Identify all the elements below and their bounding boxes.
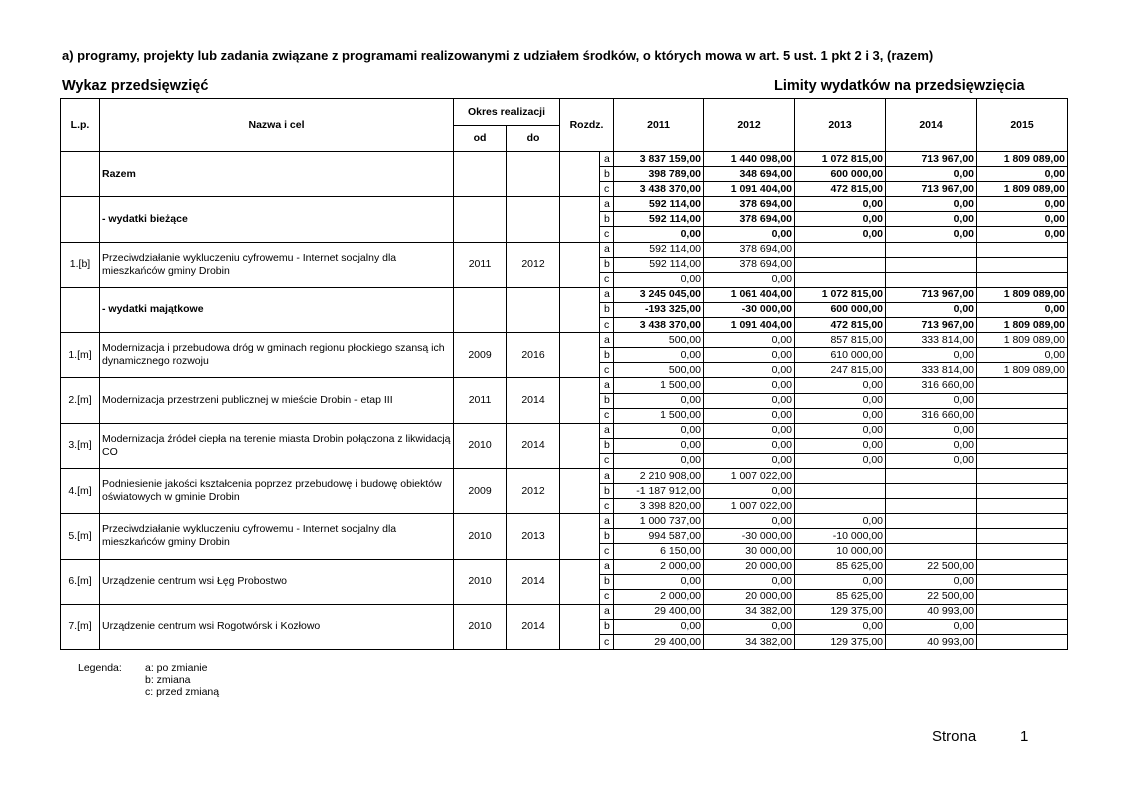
row-name: - wydatki bieżące <box>100 197 454 242</box>
row-section <box>560 152 600 197</box>
value-cell: 20 000,00 <box>704 589 795 604</box>
value-cell <box>977 468 1068 483</box>
value-cell: 1 061 404,00 <box>704 287 795 302</box>
value-cell: -193 325,00 <box>614 302 704 317</box>
row-kind: c <box>600 272 614 287</box>
value-cell: 0,00 <box>614 227 704 242</box>
value-cell: 3 438 370,00 <box>614 182 704 197</box>
row-lp <box>61 197 100 242</box>
value-cell: 1 007 022,00 <box>704 468 795 483</box>
row-to: 2014 <box>507 559 560 604</box>
value-cell <box>886 544 977 559</box>
value-cell: 22 500,00 <box>886 589 977 604</box>
row-name: Razem <box>100 152 454 197</box>
value-cell: 1 809 089,00 <box>977 333 1068 348</box>
row-kind: a <box>600 378 614 393</box>
value-cell: 0,00 <box>795 408 886 423</box>
value-cell: 592 114,00 <box>614 197 704 212</box>
value-cell: 610 000,00 <box>795 348 886 363</box>
row-to <box>507 152 560 197</box>
row-kind: c <box>600 363 614 378</box>
value-cell: 1 809 089,00 <box>977 152 1068 167</box>
value-cell: 0,00 <box>886 167 977 182</box>
row-name: Przeciwdziałanie wykluczeniu cyfrowemu - Internet socjalny dla mieszkańców gminy Drobin <box>100 514 454 559</box>
projects-table <box>60 98 1068 650</box>
row-to: 2014 <box>507 378 560 423</box>
value-cell: 247 815,00 <box>795 363 886 378</box>
row-kind: c <box>600 635 614 650</box>
value-cell: 0,00 <box>704 453 795 468</box>
row-from: 2009 <box>454 468 507 513</box>
row-lp: 1.[m] <box>61 333 100 378</box>
row-kind: c <box>600 227 614 242</box>
value-cell: 30 000,00 <box>704 544 795 559</box>
value-cell: 129 375,00 <box>795 604 886 619</box>
row-from: 2010 <box>454 559 507 604</box>
value-cell: 0,00 <box>886 438 977 453</box>
legend-item: c: przed zmianą <box>145 686 220 698</box>
row-name: Podniesienie jakości kształcenia poprzez przebudowę i budowę obiektów oświatowych w gminie Drobin <box>100 468 454 513</box>
value-cell: -30 000,00 <box>704 302 795 317</box>
value-cell: 0,00 <box>614 453 704 468</box>
value-cell: 1 500,00 <box>614 378 704 393</box>
row-kind: c <box>600 589 614 604</box>
value-cell <box>977 484 1068 499</box>
table-row <box>61 378 1068 393</box>
row-kind: b <box>600 348 614 363</box>
row-kind: b <box>600 574 614 589</box>
value-cell: 0,00 <box>886 197 977 212</box>
row-kind: c <box>600 544 614 559</box>
value-cell: 0,00 <box>886 348 977 363</box>
value-cell: 0,00 <box>704 514 795 529</box>
value-cell: 0,00 <box>704 408 795 423</box>
value-cell: 0,00 <box>704 348 795 363</box>
value-cell: 1 000 737,00 <box>614 514 704 529</box>
row-to <box>507 197 560 242</box>
value-cell: 378 694,00 <box>704 242 795 257</box>
value-cell: 0,00 <box>886 574 977 589</box>
header-line: a) programy, projekty lub zadania związane z programami realizowanymi z udziałem środków, o których mowa w art. 5 ust. 1 pkt 2 i 3, (razem) <box>62 48 934 63</box>
value-cell: 0,00 <box>614 574 704 589</box>
table-row <box>61 604 1068 619</box>
value-cell: 0,00 <box>704 484 795 499</box>
value-cell: 85 625,00 <box>795 559 886 574</box>
value-cell <box>977 635 1068 650</box>
value-cell: 0,00 <box>886 423 977 438</box>
value-cell: 0,00 <box>704 363 795 378</box>
legend-item: b: zmiana <box>145 674 191 686</box>
value-cell: 2 210 908,00 <box>614 468 704 483</box>
value-cell: 3 398 820,00 <box>614 499 704 514</box>
value-cell: 0,00 <box>614 348 704 363</box>
legend-label: Legenda: <box>78 662 122 674</box>
list-title: Wykaz przedsięwzięć <box>62 78 209 94</box>
table-row <box>61 559 1068 574</box>
value-cell: 994 587,00 <box>614 529 704 544</box>
row-kind: a <box>600 468 614 483</box>
value-cell: -30 000,00 <box>704 529 795 544</box>
value-cell: 1 091 404,00 <box>704 182 795 197</box>
value-cell: 85 625,00 <box>795 589 886 604</box>
value-cell: 600 000,00 <box>795 302 886 317</box>
value-cell: 29 400,00 <box>614 604 704 619</box>
value-cell: 713 967,00 <box>886 287 977 302</box>
page-number: 1 <box>1020 728 1029 745</box>
col-name-header: Nazwa i cel <box>100 99 454 152</box>
row-kind: b <box>600 484 614 499</box>
col-year-header: 2013 <box>795 99 886 152</box>
table-row <box>61 514 1068 529</box>
table-row <box>61 333 1068 348</box>
row-kind: b <box>600 438 614 453</box>
value-cell <box>886 242 977 257</box>
value-cell: 3 438 370,00 <box>614 318 704 333</box>
row-kind: a <box>600 242 614 257</box>
col-year-header: 2015 <box>977 99 1068 152</box>
row-name: Modernizacja i przebudowa dróg w gminach regionu płockiego szansą ich dynamicznego rozwoju <box>100 333 454 378</box>
page-footer <box>932 728 1029 745</box>
row-from: 2010 <box>454 604 507 649</box>
value-cell <box>977 499 1068 514</box>
value-cell <box>795 242 886 257</box>
value-cell: 0,00 <box>977 227 1068 242</box>
value-cell: 10 000,00 <box>795 544 886 559</box>
value-cell <box>977 423 1068 438</box>
col-from-header: od <box>454 126 507 152</box>
row-kind: c <box>600 453 614 468</box>
value-cell <box>795 468 886 483</box>
row-kind: b <box>600 212 614 227</box>
value-cell: 333 814,00 <box>886 363 977 378</box>
row-section <box>560 604 600 649</box>
value-cell: 0,00 <box>795 438 886 453</box>
value-cell <box>977 529 1068 544</box>
value-cell: 0,00 <box>795 212 886 227</box>
value-cell <box>977 514 1068 529</box>
row-to: 2016 <box>507 333 560 378</box>
value-cell: 1 440 098,00 <box>704 152 795 167</box>
row-section <box>560 197 600 242</box>
value-cell: 857 815,00 <box>795 333 886 348</box>
row-kind: c <box>600 318 614 333</box>
row-from: 2011 <box>454 378 507 423</box>
row-section <box>560 333 600 378</box>
value-cell: 0,00 <box>704 378 795 393</box>
value-cell: 0,00 <box>614 272 704 287</box>
row-lp: 5.[m] <box>61 514 100 559</box>
value-cell: 713 967,00 <box>886 152 977 167</box>
value-cell <box>886 514 977 529</box>
value-cell: 592 114,00 <box>614 212 704 227</box>
row-to <box>507 287 560 332</box>
value-cell: 0,00 <box>614 423 704 438</box>
value-cell: 1 809 089,00 <box>977 318 1068 333</box>
row-kind: b <box>600 302 614 317</box>
value-cell: 0,00 <box>704 272 795 287</box>
value-cell: 0,00 <box>704 438 795 453</box>
value-cell: 0,00 <box>795 453 886 468</box>
row-lp: 6.[m] <box>61 559 100 604</box>
value-cell: 0,00 <box>614 438 704 453</box>
value-cell: 378 694,00 <box>704 257 795 272</box>
value-cell: 0,00 <box>704 333 795 348</box>
row-kind: a <box>600 287 614 302</box>
value-cell: 378 694,00 <box>704 197 795 212</box>
value-cell: 600 000,00 <box>795 167 886 182</box>
value-cell: 0,00 <box>795 619 886 634</box>
value-cell: 333 814,00 <box>886 333 977 348</box>
table-row <box>61 423 1068 438</box>
value-cell: 316 660,00 <box>886 378 977 393</box>
limits-title: Limity wydatków na przedsięwzięcia <box>774 78 1025 94</box>
row-from <box>454 197 507 242</box>
row-from: 2010 <box>454 423 507 468</box>
row-kind: b <box>600 167 614 182</box>
row-from: 2009 <box>454 333 507 378</box>
value-cell: 472 815,00 <box>795 182 886 197</box>
value-cell: 1 809 089,00 <box>977 363 1068 378</box>
value-cell: 472 815,00 <box>795 318 886 333</box>
value-cell: 0,00 <box>886 393 977 408</box>
value-cell: 0,00 <box>795 393 886 408</box>
value-cell <box>977 619 1068 634</box>
row-kind: a <box>600 604 614 619</box>
value-cell <box>795 272 886 287</box>
table-row <box>61 468 1068 483</box>
row-name: Modernizacja źródeł ciepła na terenie miasta Drobin połączona z likwidacją CO <box>100 423 454 468</box>
row-section <box>560 468 600 513</box>
value-cell: 34 382,00 <box>704 635 795 650</box>
value-cell: 1 007 022,00 <box>704 499 795 514</box>
col-year-header: 2012 <box>704 99 795 152</box>
row-kind: c <box>600 408 614 423</box>
value-cell <box>977 589 1068 604</box>
value-cell: 592 114,00 <box>614 257 704 272</box>
row-name: Urządzenie centrum wsi Rogotwórsk i Kozłowo <box>100 604 454 649</box>
row-to: 2012 <box>507 468 560 513</box>
value-cell: -10 000,00 <box>795 529 886 544</box>
value-cell: 1 072 815,00 <box>795 287 886 302</box>
value-cell: 22 500,00 <box>886 559 977 574</box>
row-kind: b <box>600 393 614 408</box>
value-cell: 0,00 <box>977 212 1068 227</box>
col-to-header: do <box>507 126 560 152</box>
value-cell <box>977 574 1068 589</box>
value-cell: 3 837 159,00 <box>614 152 704 167</box>
value-cell <box>795 257 886 272</box>
value-cell: 713 967,00 <box>886 318 977 333</box>
value-cell <box>977 544 1068 559</box>
value-cell: 713 967,00 <box>886 182 977 197</box>
table-row <box>61 197 1068 212</box>
row-kind: a <box>600 152 614 167</box>
col-section-header: Rozdz. <box>560 99 614 152</box>
value-cell <box>977 453 1068 468</box>
row-lp: 1.[b] <box>61 242 100 287</box>
value-cell: 1 072 815,00 <box>795 152 886 167</box>
value-cell: 0,00 <box>795 378 886 393</box>
col-year-header: 2011 <box>614 99 704 152</box>
value-cell: 20 000,00 <box>704 559 795 574</box>
row-section <box>560 287 600 332</box>
value-cell: 0,00 <box>704 619 795 634</box>
row-kind: c <box>600 182 614 197</box>
value-cell: 0,00 <box>795 574 886 589</box>
value-cell <box>886 257 977 272</box>
table-row <box>61 287 1068 302</box>
value-cell: 0,00 <box>977 302 1068 317</box>
value-cell: 316 660,00 <box>886 408 977 423</box>
value-cell: 0,00 <box>977 348 1068 363</box>
row-kind: a <box>600 514 614 529</box>
value-cell: 0,00 <box>886 302 977 317</box>
col-year-header: 2014 <box>886 99 977 152</box>
value-cell: 1 500,00 <box>614 408 704 423</box>
row-section <box>560 423 600 468</box>
value-cell: 6 150,00 <box>614 544 704 559</box>
value-cell: 0,00 <box>795 197 886 212</box>
row-to: 2014 <box>507 423 560 468</box>
value-cell: 0,00 <box>886 619 977 634</box>
table-row <box>61 152 1068 167</box>
value-cell <box>977 559 1068 574</box>
value-cell: 0,00 <box>614 619 704 634</box>
value-cell: 0,00 <box>977 197 1068 212</box>
value-cell: 0,00 <box>886 227 977 242</box>
value-cell: 1 809 089,00 <box>977 287 1068 302</box>
value-cell <box>886 484 977 499</box>
value-cell: 0,00 <box>795 423 886 438</box>
value-cell: 0,00 <box>886 453 977 468</box>
row-lp: 7.[m] <box>61 604 100 649</box>
value-cell <box>886 499 977 514</box>
row-from: 2010 <box>454 514 507 559</box>
value-cell: 348 694,00 <box>704 167 795 182</box>
value-cell: 0,00 <box>704 227 795 242</box>
value-cell <box>886 529 977 544</box>
value-cell <box>977 272 1068 287</box>
row-section <box>560 559 600 604</box>
value-cell: 0,00 <box>704 393 795 408</box>
row-to: 2012 <box>507 242 560 287</box>
row-kind: b <box>600 529 614 544</box>
value-cell: 0,00 <box>977 167 1068 182</box>
row-from: 2011 <box>454 242 507 287</box>
value-cell: 378 694,00 <box>704 212 795 227</box>
value-cell <box>977 408 1068 423</box>
row-lp <box>61 287 100 332</box>
row-to: 2014 <box>507 604 560 649</box>
value-cell: 500,00 <box>614 363 704 378</box>
value-cell: 398 789,00 <box>614 167 704 182</box>
value-cell: 2 000,00 <box>614 559 704 574</box>
value-cell: 0,00 <box>704 423 795 438</box>
value-cell: 0,00 <box>614 393 704 408</box>
row-kind: a <box>600 559 614 574</box>
page-label: Strona <box>932 728 977 745</box>
table-row <box>61 242 1068 257</box>
value-cell <box>795 484 886 499</box>
value-cell: 2 000,00 <box>614 589 704 604</box>
row-to: 2013 <box>507 514 560 559</box>
row-lp: 4.[m] <box>61 468 100 513</box>
row-name: - wydatki majątkowe <box>100 287 454 332</box>
value-cell: 1 809 089,00 <box>977 182 1068 197</box>
value-cell: 40 993,00 <box>886 604 977 619</box>
value-cell: 29 400,00 <box>614 635 704 650</box>
value-cell: 592 114,00 <box>614 242 704 257</box>
row-from <box>454 152 507 197</box>
row-section <box>560 378 600 423</box>
value-cell: 0,00 <box>795 514 886 529</box>
value-cell: 0,00 <box>886 212 977 227</box>
row-kind: b <box>600 619 614 634</box>
col-lp-header: L.p. <box>61 99 100 152</box>
value-cell: -1 187 912,00 <box>614 484 704 499</box>
row-from <box>454 287 507 332</box>
value-cell <box>977 393 1068 408</box>
row-name: Urządzenie centrum wsi Łęg Probostwo <box>100 559 454 604</box>
legend-item: a: po zmianie <box>145 662 208 674</box>
value-cell: 500,00 <box>614 333 704 348</box>
row-lp <box>61 152 100 197</box>
row-lp: 2.[m] <box>61 378 100 423</box>
value-cell: 1 091 404,00 <box>704 318 795 333</box>
value-cell: 0,00 <box>704 574 795 589</box>
value-cell <box>886 468 977 483</box>
value-cell <box>795 499 886 514</box>
value-cell: 0,00 <box>795 227 886 242</box>
value-cell <box>977 378 1068 393</box>
value-cell <box>977 242 1068 257</box>
value-cell: 3 245 045,00 <box>614 287 704 302</box>
value-cell: 129 375,00 <box>795 635 886 650</box>
col-period-header: Okres realizacji <box>454 99 560 126</box>
row-kind: a <box>600 423 614 438</box>
value-cell: 40 993,00 <box>886 635 977 650</box>
row-section <box>560 514 600 559</box>
row-kind: b <box>600 257 614 272</box>
row-kind: a <box>600 197 614 212</box>
value-cell <box>977 604 1068 619</box>
value-cell <box>886 272 977 287</box>
row-section <box>560 242 600 287</box>
value-cell: 34 382,00 <box>704 604 795 619</box>
row-kind: c <box>600 499 614 514</box>
row-name: Przeciwdziałanie wykluczeniu cyfrowemu - Internet socjalny dla mieszkańców gminy Drobin <box>100 242 454 287</box>
table-body <box>61 152 1068 650</box>
row-name: Modernizacja przestrzeni publicznej w mieście Drobin - etap III <box>100 378 454 423</box>
value-cell <box>977 257 1068 272</box>
row-kind: a <box>600 333 614 348</box>
row-lp: 3.[m] <box>61 423 100 468</box>
value-cell <box>977 438 1068 453</box>
